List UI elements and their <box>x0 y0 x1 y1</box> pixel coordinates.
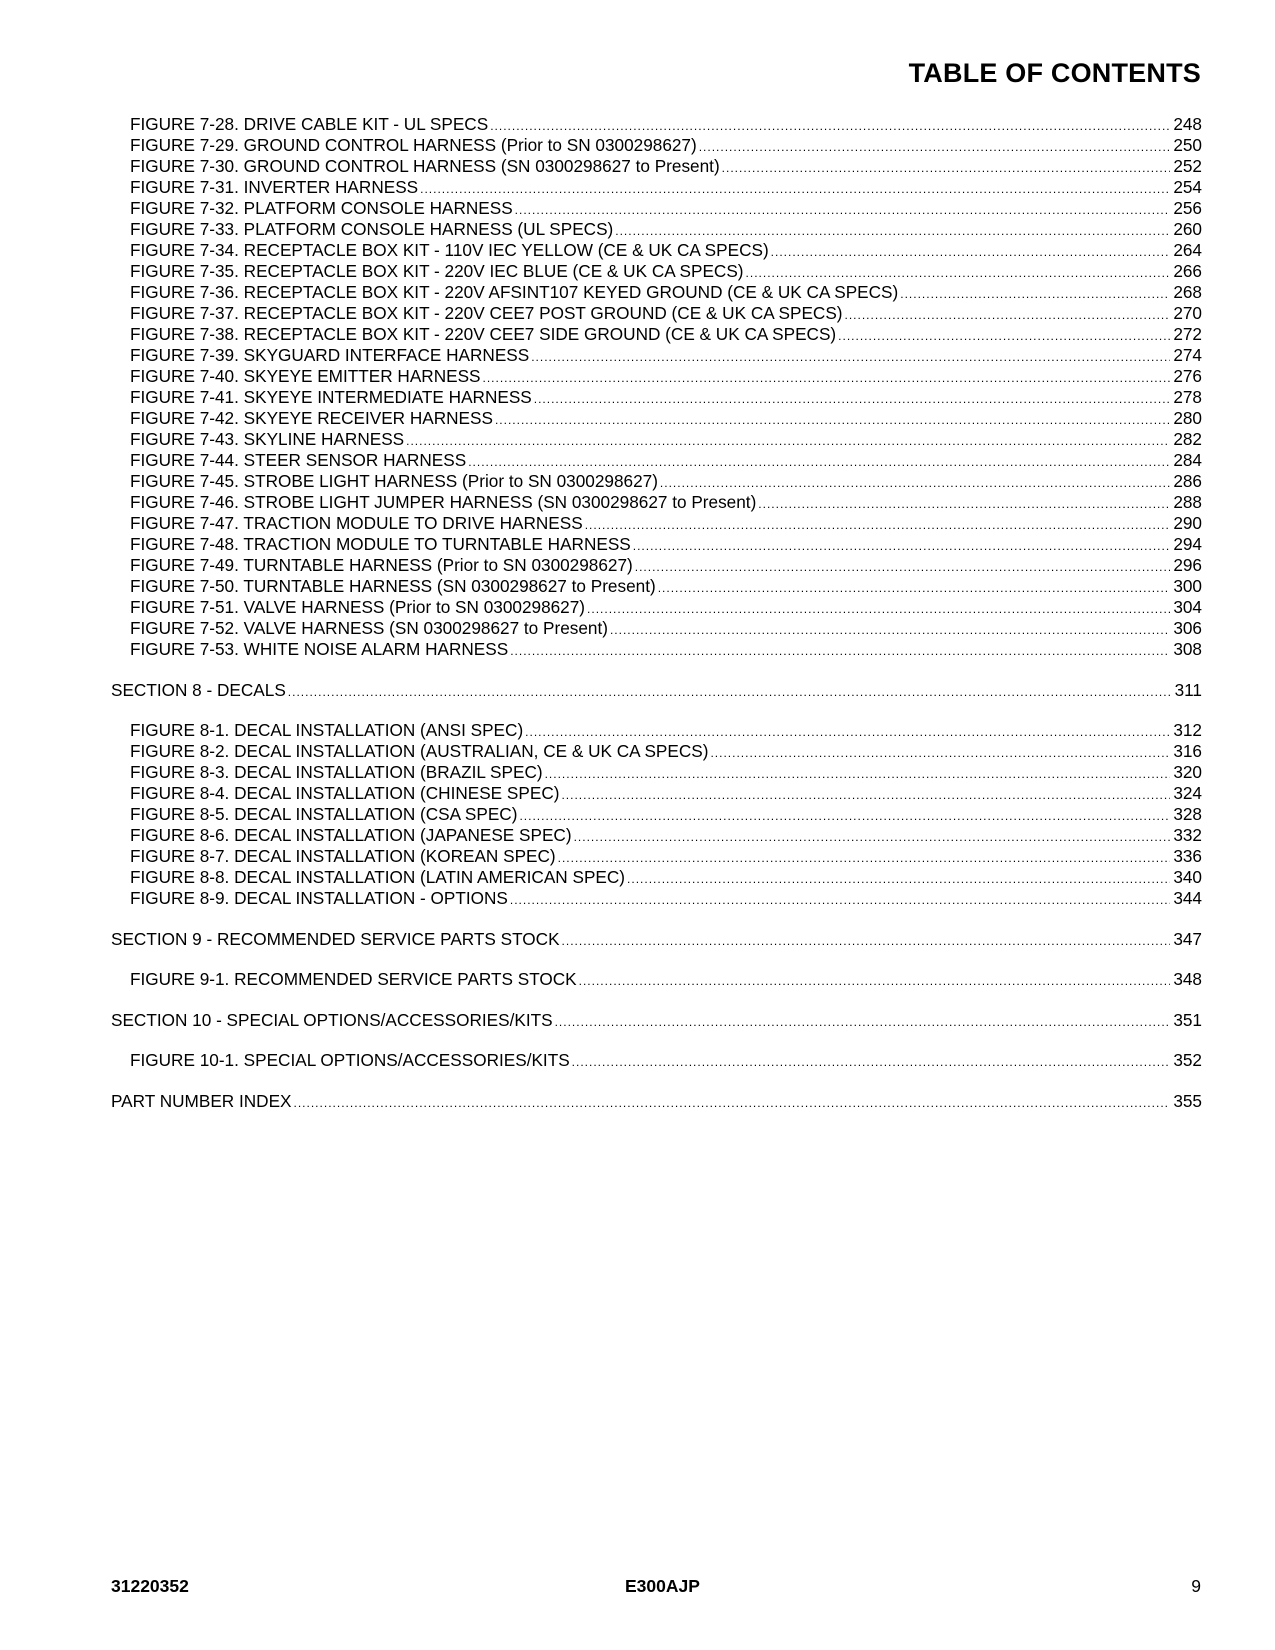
toc-dot-leader <box>579 971 1171 992</box>
toc-figure-entry <box>130 867 1202 888</box>
toc-dot-leader <box>519 806 1170 827</box>
toc-dot-leader <box>531 347 1170 368</box>
toc-dot-leader <box>490 116 1170 137</box>
toc-dot-leader <box>722 158 1171 179</box>
toc-figure-entry <box>130 366 1202 387</box>
toc-dot-leader <box>710 743 1170 764</box>
toc-section-entry <box>111 1091 1202 1112</box>
toc-dot-leader <box>758 494 1170 515</box>
toc-entry-page: 268 <box>1173 282 1202 302</box>
toc-figure-entry <box>130 804 1202 825</box>
toc-figure-entry <box>130 762 1202 783</box>
toc-figure-entry <box>130 282 1202 303</box>
toc-dot-leader <box>845 305 1171 326</box>
toc-entry-page: 308 <box>1173 639 1202 659</box>
toc-entry-page: 344 <box>1173 888 1202 908</box>
toc-entry-title: FIGURE 8-7. DECAL INSTALLATION (KOREAN SPEC) <box>130 846 556 866</box>
toc-dot-leader <box>495 410 1170 431</box>
toc-entry-page: 270 <box>1173 303 1202 323</box>
toc-entry-page: 252 <box>1173 156 1202 176</box>
toc-entry-title: FIGURE 10-1. SPECIAL OPTIONS/ACCESSORIES/KITS <box>130 1050 570 1070</box>
toc-entry-page: 254 <box>1173 177 1202 197</box>
toc-dot-leader <box>468 452 1170 473</box>
toc-dot-leader <box>610 620 1170 641</box>
toc-entry-title: SECTION 9 - RECOMMENDED SERVICE PARTS STOCK <box>111 928 560 949</box>
toc-entry-page: 264 <box>1173 240 1202 260</box>
toc-dot-leader <box>838 326 1170 347</box>
toc-entry-page: 296 <box>1173 555 1202 575</box>
toc-figure-entry <box>130 177 1202 198</box>
toc-entry-title: FIGURE 8-8. DECAL INSTALLATION (LATIN AMERICAN SPEC) <box>130 867 626 887</box>
toc-entry-title: FIGURE 7-46. STROBE LIGHT JUMPER HARNESS (SN 0300298627 to Present) <box>130 492 757 512</box>
toc-entry-title: SECTION 8 - DECALS <box>111 679 286 700</box>
toc-entry-title: FIGURE 8-6. DECAL INSTALLATION (JAPANESE SPEC) <box>130 825 572 845</box>
toc-entry-page: 328 <box>1173 804 1202 824</box>
toc-entry-page: 294 <box>1173 534 1202 554</box>
toc-figure-entry <box>130 450 1202 471</box>
toc-entry-title: FIGURE 7-30. GROUND CONTROL HARNESS (SN 0300298627 to Present) <box>130 156 720 176</box>
toc-entry-title: FIGURE 7-43. SKYLINE HARNESS <box>130 429 405 449</box>
toc-entry-page: 320 <box>1173 762 1202 782</box>
footer-model: E300AJP <box>625 1576 700 1596</box>
toc-section-entry <box>111 929 1202 950</box>
toc-entry-title: FIGURE 8-4. DECAL INSTALLATION (CHINESE SPEC) <box>130 783 560 803</box>
toc-dot-leader <box>660 473 1170 494</box>
toc-entry-page: 355 <box>1173 1090 1202 1111</box>
toc-entry-title: FIGURE 7-38. RECEPTACLE BOX KIT - 220V CEE7 SIDE GROUND (CE & UK CA SPECS) <box>130 324 837 344</box>
toc-entry-page: 276 <box>1173 366 1202 386</box>
toc-dot-leader <box>555 1012 1171 1033</box>
toc-entry-title: FIGURE 7-35. RECEPTACLE BOX KIT - 220V IEC BLUE (CE & UK CA SPECS) <box>130 261 744 281</box>
toc-dot-leader <box>562 931 1171 952</box>
toc-entry-title: FIGURE 7-44. STEER SENSOR HARNESS <box>130 450 467 470</box>
toc-entry-page: 250 <box>1173 135 1202 155</box>
toc-entry-title: FIGURE 7-47. TRACTION MODULE TO DRIVE HARNESS <box>130 513 583 533</box>
toc-entry-page: 300 <box>1173 576 1202 596</box>
toc-entry-page: 278 <box>1173 387 1202 407</box>
toc-figure-entry <box>130 429 1202 450</box>
toc-entry-title: FIGURE 8-3. DECAL INSTALLATION (BRAZIL SPEC) <box>130 762 543 782</box>
toc-dot-leader <box>420 179 1170 200</box>
toc-dot-leader <box>900 284 1170 305</box>
toc-figure-entry <box>130 534 1202 555</box>
toc-entry-title: FIGURE 7-40. SKYEYE EMITTER HARNESS <box>130 366 481 386</box>
toc-figure-entry <box>130 324 1202 345</box>
toc-entry-title: FIGURE 7-50. TURNTABLE HARNESS (SN 0300298627 to Present) <box>130 576 656 596</box>
toc-entry-title: FIGURE 7-41. SKYEYE INTERMEDIATE HARNESS <box>130 387 532 407</box>
toc-figure-entry <box>130 303 1202 324</box>
toc-entry-page: 286 <box>1173 471 1202 491</box>
toc-entry-page: 290 <box>1173 513 1202 533</box>
toc-entry-page: 272 <box>1173 324 1202 344</box>
toc-dot-leader <box>525 722 1170 743</box>
toc-entry-page: 266 <box>1173 261 1202 281</box>
toc-dot-leader <box>587 599 1170 620</box>
toc-figure-entry <box>130 969 1202 990</box>
toc-figure-entry <box>130 156 1202 177</box>
toc-dot-leader <box>510 641 1170 662</box>
toc-dot-leader <box>510 890 1170 911</box>
toc-entry-title: SECTION 10 - SPECIAL OPTIONS/ACCESSORIES/KITS <box>111 1009 553 1030</box>
toc-entry-page: 306 <box>1173 618 1202 638</box>
toc-entry-title: FIGURE 7-37. RECEPTACLE BOX KIT - 220V CEE7 POST GROUND (CE & UK CA SPECS) <box>130 303 843 323</box>
toc-entry-page: 347 <box>1173 928 1202 949</box>
toc-dot-leader <box>534 389 1171 410</box>
toc-figure-entry <box>130 555 1202 576</box>
toc-entry-title: FIGURE 7-28. DRIVE CABLE KIT - UL SPECS <box>130 114 489 134</box>
toc-entry-page: 340 <box>1173 867 1202 887</box>
toc-entry-title: FIGURE 7-53. WHITE NOISE ALARM HARNESS <box>130 639 509 659</box>
page-title: TABLE OF CONTENTS <box>908 58 1201 88</box>
toc-entry-page: 312 <box>1173 720 1202 740</box>
toc-figure-entry <box>130 345 1202 366</box>
toc-figure-entry <box>130 387 1202 408</box>
toc-entry-title: FIGURE 9-1. RECOMMENDED SERVICE PARTS STOCK <box>130 969 577 989</box>
toc-figure-entry <box>130 135 1202 156</box>
toc-entry-title: FIGURE 7-31. INVERTER HARNESS <box>130 177 419 197</box>
toc-figure-entry <box>130 492 1202 513</box>
toc-entry-page: 351 <box>1173 1009 1202 1030</box>
footer-page-number: 9 <box>1191 1576 1201 1596</box>
toc-dot-leader <box>406 431 1170 452</box>
toc-entry-page: 248 <box>1173 114 1202 134</box>
toc-entry-title: FIGURE 8-1. DECAL INSTALLATION (ANSI SPEC) <box>130 720 524 740</box>
toc-entry-page: 274 <box>1173 345 1202 365</box>
toc-entry-page: 284 <box>1173 450 1202 470</box>
toc-entry-title: FIGURE 7-33. PLATFORM CONSOLE HARNESS (UL SPECS) <box>130 219 614 239</box>
toc-dot-leader <box>627 869 1170 890</box>
toc-entry-title: FIGURE 7-52. VALVE HARNESS (SN 0300298627 to Present) <box>130 618 608 638</box>
toc-dot-leader <box>771 242 1171 263</box>
toc-entry-title: FIGURE 8-2. DECAL INSTALLATION (AUSTRALIAN, CE & UK CA SPECS) <box>130 741 709 761</box>
toc-figure-entry <box>130 1050 1202 1071</box>
toc-section-entry <box>111 680 1202 701</box>
toc-dot-leader <box>699 137 1171 158</box>
toc-figure-entry <box>130 240 1202 261</box>
toc-dot-leader <box>294 1093 1171 1114</box>
toc-dot-leader <box>515 200 1171 221</box>
toc-dot-leader <box>615 221 1170 242</box>
toc-entry-page: 304 <box>1173 597 1202 617</box>
toc-dot-leader <box>572 1052 1171 1073</box>
toc-entry-title: FIGURE 7-42. SKYEYE RECEIVER HARNESS <box>130 408 493 428</box>
toc-section-entry <box>111 1010 1202 1031</box>
toc-figure-entry <box>130 198 1202 219</box>
toc-entry-page: 316 <box>1173 741 1202 761</box>
toc-entry-page: 260 <box>1173 219 1202 239</box>
toc-dot-leader <box>746 263 1171 284</box>
toc-entry-page: 256 <box>1173 198 1202 218</box>
toc-entry-page: 324 <box>1173 783 1202 803</box>
toc-entry-page: 352 <box>1173 1050 1202 1070</box>
toc-dot-leader <box>658 578 1171 599</box>
toc-entry-page: 288 <box>1173 492 1202 512</box>
toc-dot-leader <box>288 682 1172 703</box>
toc-entry-title: FIGURE 7-45. STROBE LIGHT HARNESS (Prior to SN 0300298627) <box>130 471 658 491</box>
toc-entry-title: FIGURE 7-29. GROUND CONTROL HARNESS (Prior to SN 0300298627) <box>130 135 697 155</box>
toc-entry-title: PART NUMBER INDEX <box>111 1090 292 1111</box>
toc-dot-leader <box>545 764 1171 785</box>
toc-entry-title: FIGURE 8-9. DECAL INSTALLATION - OPTIONS <box>130 888 508 908</box>
toc-entry-title: FIGURE 7-48. TRACTION MODULE TO TURNTABLE HARNESS <box>130 534 631 554</box>
toc-figure-entry <box>130 888 1202 909</box>
toc-figure-entry <box>130 846 1202 867</box>
footer-doc-number: 31220352 <box>111 1576 189 1596</box>
toc-figure-entry <box>130 618 1202 639</box>
toc-entry-title: FIGURE 7-36. RECEPTACLE BOX KIT - 220V AFSINT107 KEYED GROUND (CE & UK CA SPECS) <box>130 282 899 302</box>
toc-entry-title: FIGURE 8-5. DECAL INSTALLATION (CSA SPEC) <box>130 804 518 824</box>
toc-dot-leader <box>635 557 1171 578</box>
toc-figure-entry <box>130 513 1202 534</box>
toc-dot-leader <box>561 785 1170 806</box>
toc-entry-title: FIGURE 7-32. PLATFORM CONSOLE HARNESS <box>130 198 513 218</box>
toc-entry-title: FIGURE 7-49. TURNTABLE HARNESS (Prior to SN 0300298627) <box>130 555 633 575</box>
toc-figure-entry <box>130 219 1202 240</box>
toc-figure-entry <box>130 576 1202 597</box>
toc-figure-entry <box>130 720 1202 741</box>
toc-entry-page: 332 <box>1173 825 1202 845</box>
toc-dot-leader <box>483 368 1171 389</box>
toc-entry-page: 311 <box>1174 679 1202 700</box>
toc-dot-leader <box>558 848 1171 869</box>
toc-figure-entry <box>130 783 1202 804</box>
toc-dot-leader <box>574 827 1171 848</box>
toc-entry-title: FIGURE 7-51. VALVE HARNESS (Prior to SN 0300298627) <box>130 597 586 617</box>
toc-figure-entry <box>130 261 1202 282</box>
toc-figure-entry <box>130 597 1202 618</box>
toc-figure-entry <box>130 408 1202 429</box>
toc-figure-entry <box>130 741 1202 762</box>
toc-dot-leader <box>585 515 1171 536</box>
toc-dot-leader <box>633 536 1171 557</box>
toc-entry-page: 348 <box>1173 969 1202 989</box>
toc-entry-page: 282 <box>1173 429 1202 449</box>
toc-figure-entry <box>130 825 1202 846</box>
toc-entry-title: FIGURE 7-34. RECEPTACLE BOX KIT - 110V IEC YELLOW (CE & UK CA SPECS) <box>130 240 769 260</box>
toc-figure-entry <box>130 639 1202 660</box>
toc-entry-title: FIGURE 7-39. SKYGUARD INTERFACE HARNESS <box>130 345 530 365</box>
toc-entry-page: 280 <box>1173 408 1202 428</box>
toc-entry-page: 336 <box>1173 846 1202 866</box>
toc-figure-entry <box>130 114 1202 135</box>
toc-figure-entry <box>130 471 1202 492</box>
